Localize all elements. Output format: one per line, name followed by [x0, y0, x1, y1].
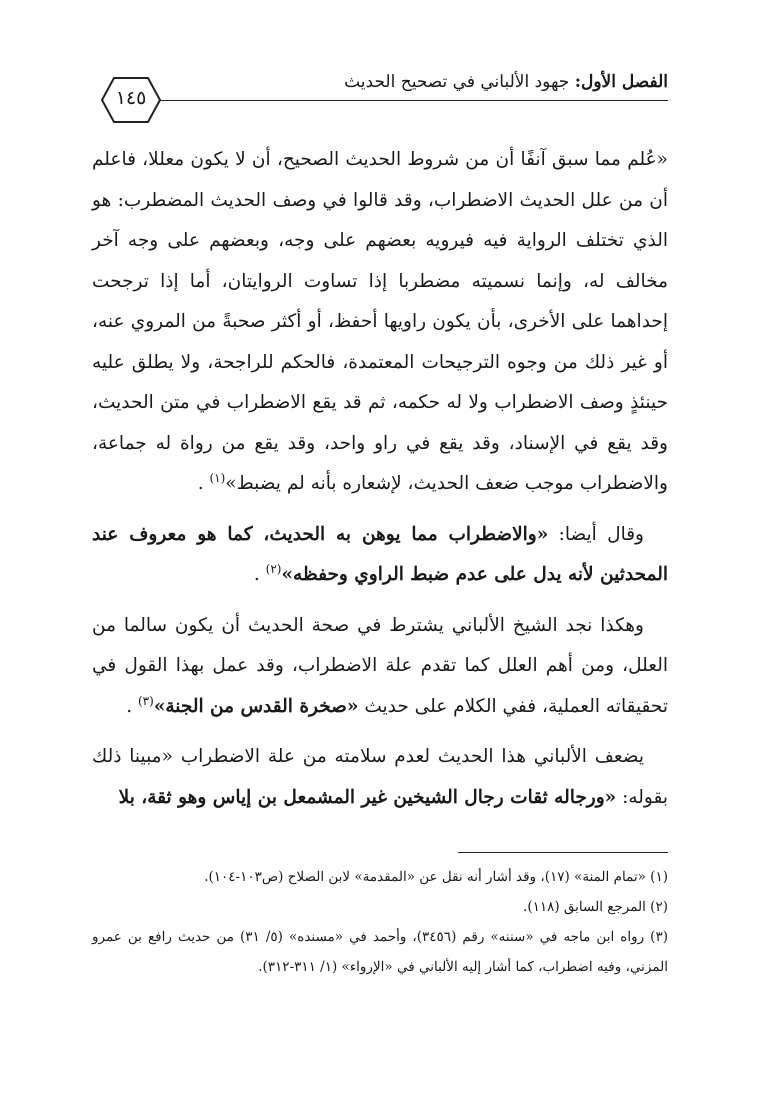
paragraph-2-end: .	[253, 564, 260, 585]
main-text	[92, 140, 668, 818]
footnote-ref-3[interactable]: (٣)	[137, 693, 154, 708]
footnotes	[92, 862, 668, 982]
paragraph-4-text: يضعف الألباني هذا الحديث لعدم سلامته من علة الاضطراب «مبينا ذلك بقوله:	[92, 746, 668, 808]
footnote-1: (١) «تمام المنة» (١٧)، وقد أشار أنه نقل عن «المقدمة» لابن الصلاح (ص١٠٣-١٠٤).	[204, 869, 668, 885]
running-header	[96, 62, 668, 102]
footnote-ref-1[interactable]: (١)	[209, 470, 226, 485]
header-rule	[150, 100, 668, 101]
paragraph-2-intro: وقال أيضا:	[558, 523, 644, 545]
paragraph-3	[92, 606, 668, 728]
paragraph-1-end: .	[197, 473, 204, 494]
page-number-badge	[100, 76, 162, 124]
footnote-2: (٢) المرجع السابق (١١٨).	[523, 899, 668, 915]
footnote-ref-2[interactable]: (٢)	[265, 561, 282, 576]
chapter-label: الفصل الأول:	[574, 72, 668, 92]
page-number: ١٤٥	[115, 87, 147, 109]
paragraph-3-text: وهكذا نجد الشيخ الألباني يشترط في صحة الحديث أن يكون سالما من العلل، ومن أهم العلل كما تقدم علة الاضطراب، وقد عمل بهذا القول في تحقيقاته العملية، ففي الكلام على حديث	[92, 614, 668, 717]
paragraph-1	[92, 140, 668, 505]
paragraph-3-end: .	[126, 695, 133, 717]
paragraph-2-quote: «والاضطراب مما يوهن به الحديث، كما هو معروف عند المحدثين لأنه يدل على عدم ضبط الراوي وحفظه»	[92, 523, 668, 585]
paragraph-4	[92, 737, 668, 818]
paragraph-3-quote: «صخرة القدس من الجنة»	[153, 695, 359, 717]
paragraph-2	[92, 515, 668, 596]
footnote-3: (٣) رواه ابن ماجه في «سننه» رقم (٣٤٥٦)، وأحمد في «مسنده» (٥/ ٣١) من حديث رافع بن عمرو المزني، وفيه اضطراب، كما أشار إليه الألباني في «الإرواء» (١/ ٣١١-٣١٢).	[92, 929, 669, 975]
paragraph-1-text: «عُلم مما سبق آنفًا أن من شروط الحديث الصحيح، أن لا يكون معللا، فاعلم أن من علل الحديث الاضطراب، وقد قالوا في وصف الحديث المضطرب: هو الذي تختلف الرواية فيه فيرويه بعضهم على وجه، وبعضهم على وجه آخر مخالف له، وإنما نسميته مضطربا إذا تساوت الروايتان، أما إذا ترجحت إحداهما على الأخرى، بأن يكون راويها أحفظ، أو أكثر صحبةً من المروي عنه، أو غير ذلك من وجوه الترجيحات المعتمدة، فالحكم للراجحة، ولا يطلق عليه حينئذٍ وصف الاضطراب ولا له حكمه، ثم قد يقع الاضطراب في متن الحديث، وقد يقع في الإسناد، وقد يقع في راو واحد، وقد يقع من رواة له جماعة، والاضطراب موجب ضعف الحديث، لإشعاره بأنه لم يضبط»	[92, 149, 668, 494]
chapter-title: جهود الألباني في تصحيح الحديث	[344, 72, 570, 92]
paragraph-4-quote: «ورجاله ثقات رجال الشيخين غير المشمعل بن إياس وهو ثقة، بلا	[118, 786, 617, 808]
footnote-separator	[458, 852, 668, 853]
